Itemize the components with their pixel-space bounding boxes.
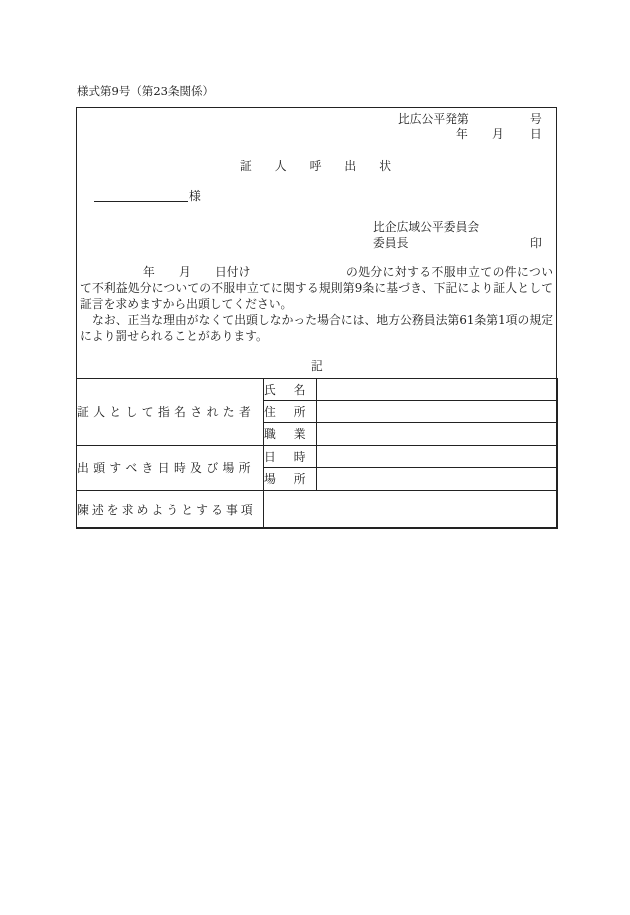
recipient-name-blank-line [94,201,188,202]
place-label: 場所 [264,468,317,491]
body-line-1: の処分に対する不服申立ての件につい [346,265,553,279]
address-label: 住所 [264,401,317,423]
body-line-2: て不利益処分についての不服申立てに関する規則第9条に基づき、下記により証人として [80,281,553,295]
body-line-3: 証言を求めますから出頭してください。 [80,297,293,311]
address-value-cell [317,401,558,423]
body-line-4: なお、正当な理由がなくて出頭しなかった場合には、地方公務員法第61条第1項の規定 [92,313,553,327]
appearance-heading: 出頭すべき日時及び場所 [77,446,264,491]
issuer-organization: 比企広域公平委員会 [373,220,480,234]
witness-heading: 証人として指名された者 [77,379,264,446]
date-day-label: 日 [530,127,542,141]
body-line-5: により罰せられることがあります。 [80,329,268,343]
notation-heading: 記 [311,359,323,373]
summons-details-table [76,378,558,529]
body-date-month: 月 [179,265,191,279]
testimony-heading: 陳述を求めようとする事項 [77,491,264,529]
occupation-value-cell [317,423,558,446]
seal-mark: 印 [530,236,542,250]
body-date-year: 年 [143,265,155,279]
date-year-label: 年 [456,127,468,141]
issuer-position: 委員長 [373,236,409,250]
occupation-label: 職業 [264,423,317,446]
document-number-suffix: 号 [530,112,542,126]
datetime-label: 日時 [264,446,317,468]
datetime-value-cell [317,446,558,468]
name-value-cell [317,379,558,401]
body-date-dated: 日付け [215,265,251,279]
name-label: 氏名 [264,379,317,401]
form-number-label: 様式第9号（第23条関係） [77,84,214,98]
place-value-cell [317,468,558,491]
testimony-value-cell [264,491,558,529]
witness-name-row [77,379,558,401]
appearance-datetime-row [77,446,558,468]
testimony-row [77,491,558,529]
recipient-honorific: 様 [189,189,201,203]
document-title: 証人呼出状 [240,159,414,173]
document-number-prefix: 比広公平発第 [398,112,469,126]
date-month-label: 月 [492,127,504,141]
